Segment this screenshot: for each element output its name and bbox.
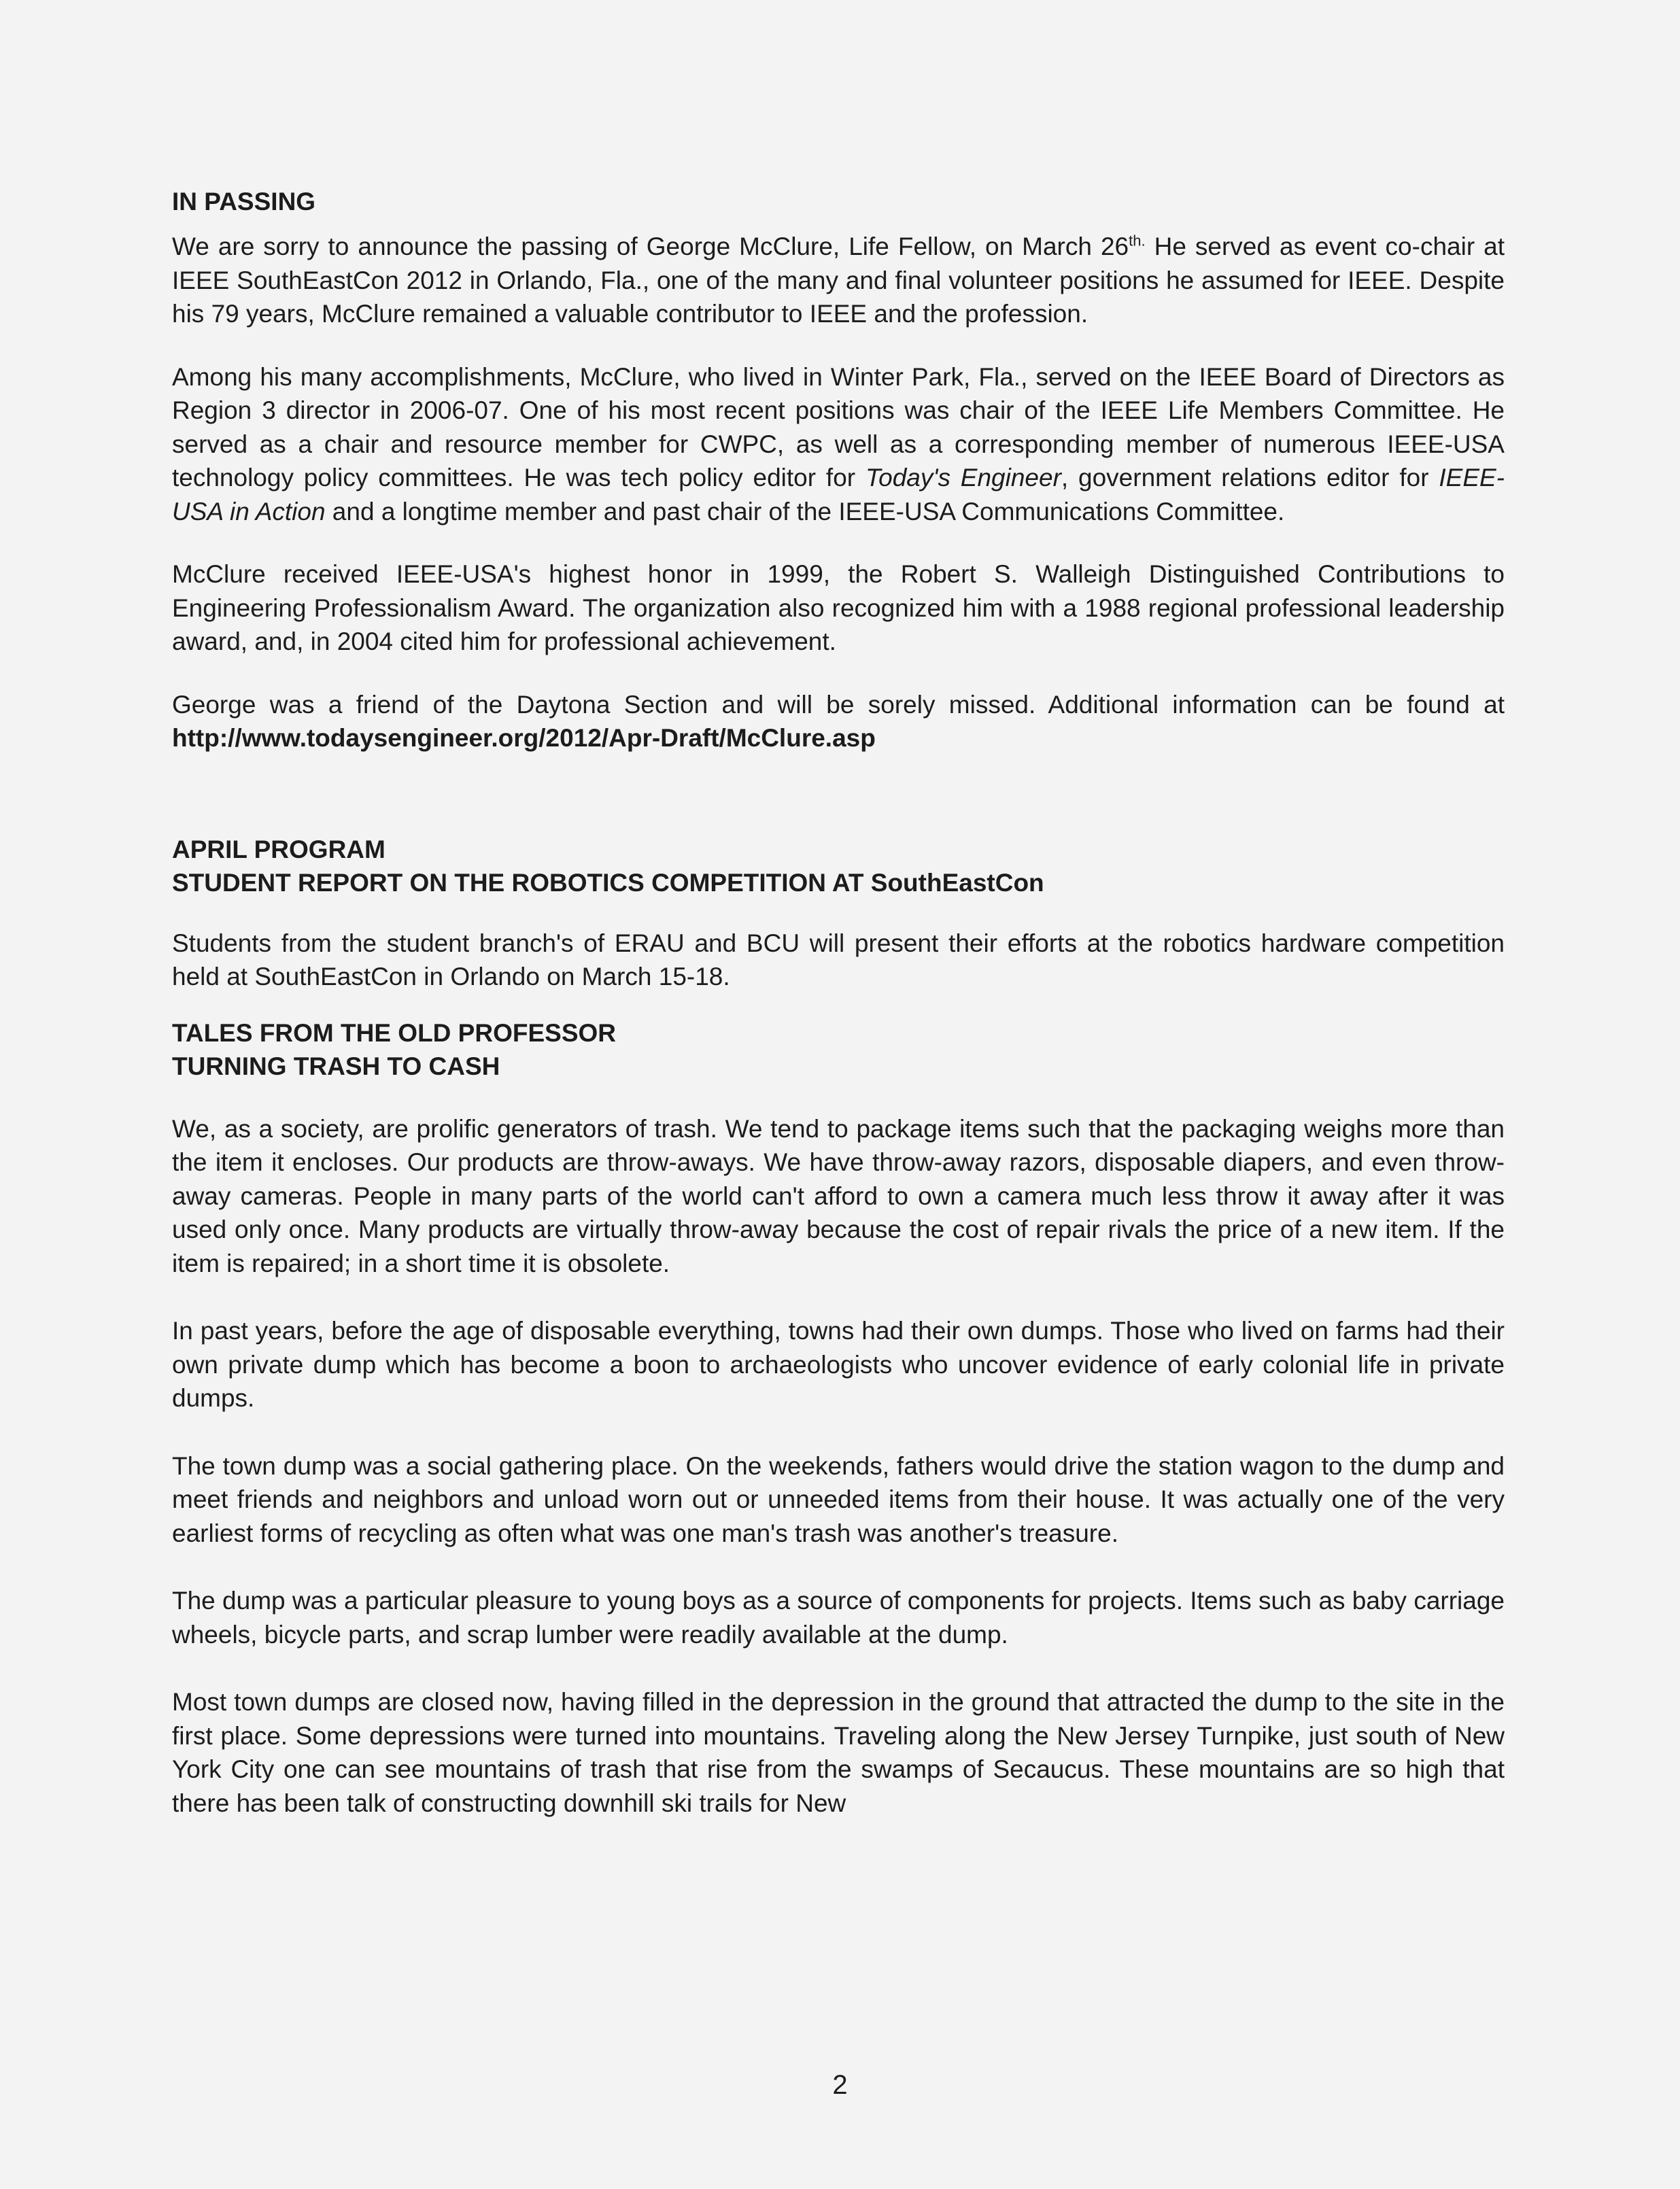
tales-subheading: TURNING TRASH TO CASH — [172, 1052, 500, 1080]
tales-paragraph-3: The town dump was a social gathering place. On the weekends, fathers would drive the station wagon to the dump and meet friends and neighbors and unload worn out or unneeded items from their house. It was actually one of the very earliest forms of recycling as often what was one man's trash was another's treasure. — [172, 1451, 1505, 1547]
page-number: 2 — [832, 2070, 848, 2100]
in-passing-paragraph-3: McClure received IEEE-USA's highest honor in 1999, the Robert S. Walleigh Distinguished Contributions to Engineering Professionalism Award. The organization also recognized him with a 1988 regional professional leadership award, and, in 2004 cited him for professional achievement. — [172, 560, 1505, 655]
tales-paragraph-1: We, as a society, are prolific generators of trash. We tend to package items such that the packaging weighs more than the item it encloses. Our products are throw-aways. We have throw-away razors, disposable diapers, and even throw-away cameras. People in many parts of the world can't afford to own a camera much less throw it away after it was used only once. Many products are virtually throw-away because the cost of repair rivals the price of a new item. If the item is repaired; in a short time it is obsolete. — [172, 1114, 1505, 1277]
april-program-subheading: STUDENT REPORT ON THE ROBOTICS COMPETITION AT SouthEastCon — [172, 868, 1044, 897]
in-passing-p1-superscript: th. — [1129, 232, 1146, 249]
in-passing-section — [172, 185, 1505, 755]
tales-heading: TALES FROM THE OLD PROFESSOR — [172, 1018, 616, 1047]
mcclure-article-link[interactable]: http://www.todaysengineer.org/2012/Apr-Draft/McClure.asp — [172, 724, 876, 752]
tales-paragraph-2: In past years, before the age of disposable everything, towns had their own dumps. Those who lived on farms had their own private dump which has become a boon to archaeologists who uncover evidence of early colonial life in private dumps. — [172, 1317, 1505, 1412]
in-passing-paragraph-1 — [172, 230, 1505, 331]
tales-section — [172, 1016, 1505, 1821]
in-passing-p4-text: George was a friend of the Daytona Section and will be sorely missed. Additional information can be found at — [172, 690, 1505, 719]
in-passing-p2-italic-1: Today's Engineer — [865, 464, 1061, 492]
in-passing-heading: IN PASSING — [172, 188, 316, 216]
in-passing-p2-text-c: and a longtime member and past chair of the IEEE-USA Communications Committee. — [325, 497, 1285, 525]
april-program-paragraph: Students from the student branch's of ERAU and BCU will present their efforts at the robotics hardware competition held at SouthEastCon in Orlando on March 15-18. — [172, 929, 1505, 990]
page-content — [172, 185, 1505, 1820]
tales-paragraph-4: The dump was a particular pleasure to young boys as a source of components for projects. Items such as baby carriage wheels, bicycle parts, and scrap lumber were readily available at the dump. — [172, 1587, 1505, 1649]
in-passing-p2-italic-2: IEEE-USA in Action — [172, 464, 1505, 525]
april-program-heading: APRIL PROGRAM — [172, 835, 385, 863]
in-passing-p1-text-b: He served as event co-chair at IEEE SouthEastCon 2012 in Orlando, Fla., one of the many and final volunteer positions he assumed for IEEE. Despite his 79 years, McClure remained a valuable contributor to IEEE and the profession. — [172, 232, 1505, 328]
in-passing-paragraph-2 — [172, 360, 1505, 529]
in-passing-p2-text-a: Among his many accomplishments, McClure, who lived in Winter Park, Fla., served on the IEEE Board of Directors as Region 3 director in 2006-07. One of his most recent positions was chair of the IEEE Life Members Committee. He served as a chair and resource member for CWPC, as well as a corresponding member of numerous IEEE-USA technology policy committees. He was tech policy editor for — [172, 362, 1505, 492]
in-passing-p1-text-a: We are sorry to announce the passing of George McClure, Life Fellow, on March 26 — [172, 232, 1129, 260]
tales-paragraph-5: Most town dumps are closed now, having filled in the depression in the ground that attracted the dump to the site in the first place. Some depressions were turned into mountains. Traveling along the New Jersey Turnpike, just south of New York City one can see mountains of trash that rise from the swamps of Secaucus. These mountains are so high that there has been talk of constructing downhill ski trails for New — [172, 1688, 1505, 1817]
in-passing-p2-text-b: , government relations editor for — [1061, 464, 1439, 492]
in-passing-paragraph-4 — [172, 688, 1505, 755]
april-program-section — [172, 833, 1505, 994]
